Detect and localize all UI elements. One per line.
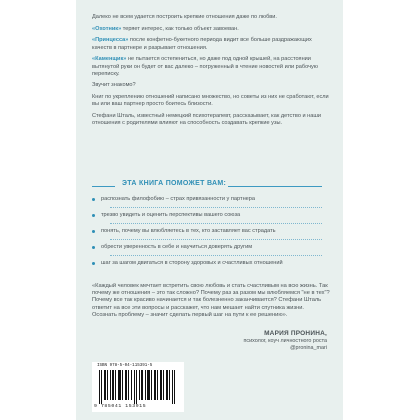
isbn-barcode xyxy=(92,362,184,412)
hunter-type: «Охотник» xyxy=(92,25,122,32)
benefit-item xyxy=(92,260,328,267)
benefit-text: распознать филофобию – страх привязанности у партнера xyxy=(101,196,255,202)
benefit-item xyxy=(92,212,328,228)
book-back-cover xyxy=(76,0,343,420)
intro-text xyxy=(92,14,332,132)
mason-description: не пытается остепениться, но даже под одной крышей, на расстоянии вытянутой руки он будет от вас далеко – погруженный в чтение новостей или рабочую переписку. xyxy=(92,56,318,77)
benefit-text: шаг за шагом двигаться в сторону здоровых и счастливых отношений xyxy=(101,260,283,266)
barcode-bars-icon xyxy=(99,370,177,404)
review-quote: «Каждый человек мечтает встретить свою любовь и стать счастливым на всю жизнь. Так почему же отношения – это так сложно? Почему раз за разом мы влюбляемся "не в тех"? Почему все так красиво начинается и так болезненно заканчивается? Стефани Шталь ответит на все эти вопросы и расскажет, что нам мешает найти спутника жизни. Осознать проблему – значит сделать первый шаг на пути к ее решению». xyxy=(92,283,330,318)
intro-paragraph-6: Книг по укреплению отношений написано множество, но советы из них не сработают, если вы или ваш партнер просто боитесь близости. xyxy=(92,94,329,108)
hunter-description: теряет интерес, как только объект завоеван. xyxy=(121,25,239,32)
isbn-text: ISBN 978-5-04-115391-5 xyxy=(97,364,153,368)
bullet-dot-icon xyxy=(92,262,95,265)
princess-description: после конфетно-букетного периода видит все больше раздражающих качеств в партнере и разрывает отношения. xyxy=(92,37,312,51)
mason-type: «Каменщик» xyxy=(92,56,127,63)
heading-rule-right xyxy=(228,186,322,187)
bullet-dot-icon xyxy=(92,230,95,233)
benefit-text: обрести уверенность в себе и научиться доверять другим xyxy=(101,244,253,250)
intro-paragraph-3 xyxy=(92,37,332,51)
benefit-item xyxy=(92,228,328,244)
barcode-number: 9 785041 153915 xyxy=(94,404,147,409)
bullet-dot-icon xyxy=(92,214,95,217)
author-name: МАРИЯ ПРОНИНА, xyxy=(264,330,327,337)
author-role: психолог, коуч личностного роста xyxy=(243,338,327,344)
intro-paragraph-2 xyxy=(92,26,332,33)
intro-paragraph-5: Звучит знакомо? xyxy=(92,82,136,89)
intro-paragraph-7: Стефани Шталь, известный немецкий психотерапевт, рассказывает, как детство и наши отношения с родителями влияют на способность создавать крепкие узы. xyxy=(92,113,321,127)
benefit-item xyxy=(92,196,328,212)
benefit-text: понять, почему вы влюбляетесь в тех, кто заставляет вас страдать xyxy=(101,228,276,234)
benefits-heading-text: ЭТА КНИГА ПОМОЖЕТ ВАМ: xyxy=(122,180,227,187)
princess-type: «Принцесса» xyxy=(92,37,129,44)
bullet-dot-icon xyxy=(92,198,95,201)
intro-paragraph-1: Далеко не всем удается построить крепкие отношения даже по любви. xyxy=(92,14,277,20)
author-handle: @pronina_mari xyxy=(290,345,327,351)
quote-author xyxy=(243,330,327,351)
bullet-dot-icon xyxy=(92,246,95,249)
benefit-text: трезво увидеть и оценить перспективы вашего союза xyxy=(101,212,241,218)
benefit-item xyxy=(92,244,328,260)
benefits-heading xyxy=(92,180,322,192)
heading-rule-left xyxy=(92,186,115,187)
benefits-list xyxy=(92,196,328,267)
intro-paragraph-4 xyxy=(92,56,332,78)
